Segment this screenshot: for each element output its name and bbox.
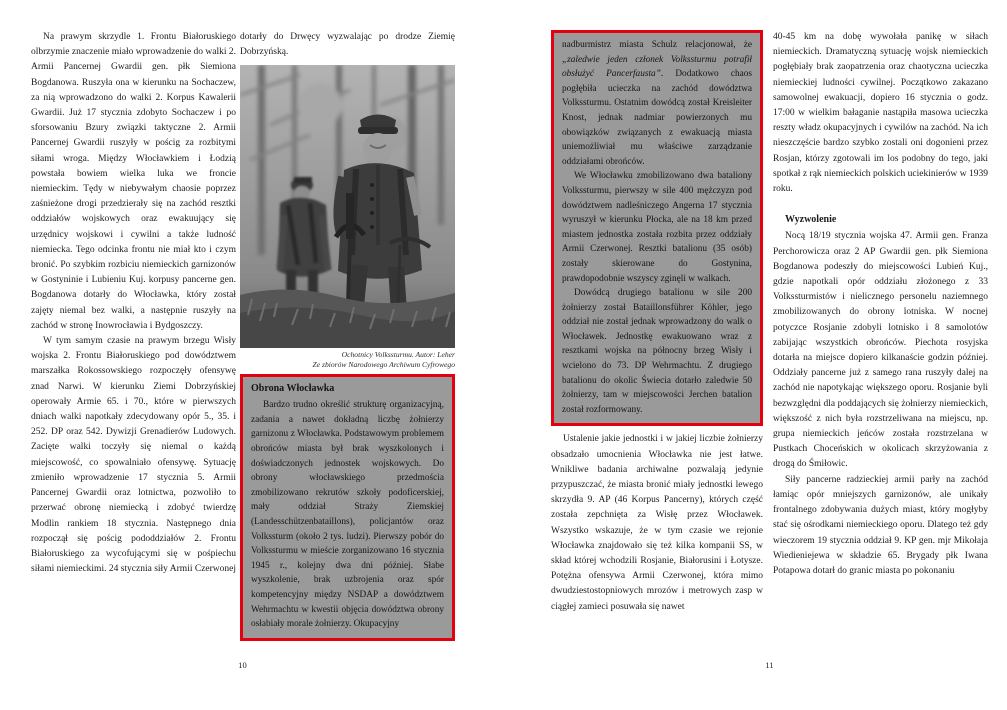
highlight-box-continuation <box>551 30 763 426</box>
highlight-box-paragraph <box>562 38 752 169</box>
highlight-box-paragraph: Dowódcą drugiego batalionu w sile 200 żołnierzy został Bataillonsführer Köhler, jego oddział nie został jednak wprowadzony do walk o Włocławek. Jednostkę ewakuowano wraz z resztkami wojska na północny brzeg Wisły i wcielono do 73. DP Wehrmachtu. Z drugiego batalionu do okolic Świecia dotarło zaledwie 50 żołnierzy, tam w miejscowości Jerchen batalion został rozformowany. <box>562 288 752 415</box>
photo-caption-line2: Ze zbiorów Narodowego Archiwum Cyfrowego <box>312 360 455 369</box>
page11-column-1 <box>551 30 763 615</box>
page11-column-2 <box>773 30 988 579</box>
volkssturm-photo <box>240 65 455 348</box>
highlight-box-paragraph: We Włocławku zmobilizowano dwa bataliony Volkssturmu, pierwszy w sile 400 mężczyzn pod dowództwem nadleśniczego Angerna 17 stycznia wyruszył w kierunku Płocka, ale na 18 km przed miastem jednostka została rozbita przez oddziały Armii Czerwonej. Resztki batalionu (35 osób) zostały skierowane do Gostynina, prawdopodobnie wszyscy zginęli w walkach. <box>562 171 752 284</box>
page10-column-1 <box>31 30 236 577</box>
photo-caption <box>240 350 455 369</box>
box-text-post: . Dodatkowo chaos pogłębiła ucieczka na zachód dowództwa Volkssturmu. Ostatnim dowódcą został Kreisleiter Knost, jednak nadmiar powierzonych mu obowiązków związanych z ewakuacją miasta uniemożliwiał mu właściwe zarządzanie oddziałami obrońców. <box>562 69 752 167</box>
section-heading-wyzwolenie: Wyzwolenie <box>785 214 837 226</box>
paragraph: Na prawym skrzydle 1. Frontu Białoruskiego olbrzymie znaczenie miało wprowadzenie do walki 2. Armii Pancernej Gwardii gen. płk Siemiona Bogdanowa. Ruszyła ona w kierunku na Sochaczew, za nią wprowadzono do walki 2. Korpus Kawalerii Gwardii. Już 17 stycznia zdobyto Sochaczew i po sforsowaniu Bzury związki taktyczne 2. Armii Pancernej Gwardii ruszyły w pościg za rozbitymi siłami wroga. Między Włocławkiem i Łodzią powstała bowiem wielka luka we froncie niemieckim. Tędy w niebywałym chaosie poprzez zaśnieżone drogi przedzierały się na zachód resztki oddziałów wojskowych oraz ewakuujący się urzędnicy wojskowi i cywilni a także ludność niemiecka. Tego odcinka frontu nie miał kto i czym bronić. Po szybkim rozbiciu niemieckich garnizonów w Gostyninie i Lubieniu Kuj. korpusy pancerne gen. Bogdanowa dotarły do Włocławka, który został zajęty niemal bez walki, a następnie ruszyły na zachód w stronę Inowrocławia i Bydgoszczy. <box>31 32 236 331</box>
paragraph: Nocą 18/19 stycznia wojska 47. Armii gen. Franza Perchorowicza oraz 2 AP Gwardii gen. płk Siemiona Bogdanowa podeszły do miejscowości Lubień Kuj., gdzie napotkali opór oddziału złożonego z 33 Volkssturmistów i nielicznego personelu naziemnego zmobilizowanych do obrony lotniska. W nocnej potyczce Rosjanie zdobyli lotnisko i 8 samolotów zabijając wszystkich obrońców. Piechota rosyjska dotarła na miejsce dopiero kilkanaście godzin później. Oddziały pancerne już z samego rana ruszyły dalej na zachód nie napotykając większego oporu. Rosjanie byli bezwzględni dla poddających się żołnierzy niemieckich, większość z nich była rozstrzeliwana na miejscu, np. grupa niemieckich jeńców została rozstrzelana w Pustkach Choceńskich w okolicach skrzyżowania z drogą do Śmiłowic. <box>773 231 988 470</box>
page-number-10: 10 <box>238 660 247 670</box>
highlight-box-obrona-wloclawka <box>240 374 455 641</box>
box-quote: „zaledwie jeden członek Volkssturmu potrafił obsłużyć Pancerfausta” <box>562 54 752 80</box>
paragraph: dotarły do Drwęcy wyzwalając po drodze Ziemię Dobrzyńską. <box>240 32 455 58</box>
paragraph: Ustalenie jakie jednostki i w jakiej liczbie żołnierzy obsadzało umocnienia Włocławka nie jest łatwe. Wnikliwe badania archiwalne pozwalają jedynie przypuszczać, że miasta bronić miały jednostki lewego skrzydła 9. AP (46 Korpus Pancerny), których część została zepchnięta za Wisłę przez Włocławek. Wszystko wskazuje, że w tym czasie we rejonie Włocławka znajdowało się też kilka kompanii SS, w skład której wchodzili Rosjanie, Białorusini i Łotysze. Potężna ofensywa Armii Czerwonej, która mimo dwudziestostopniowych mrozów i metrowych zasp w ciągłej zamieci posuwała się nawet <box>551 434 763 612</box>
paragraph: W tym samym czasie na prawym brzegu Wisły wojska 2. Frontu Białoruskiego pod dowództwem marszałka Rokossowskiego rozpoczęły ofensywę znad Narwi. W kierunku Ziemi Dobrzyńskiej operowały Armie 65. i 70., które w pierwszych dniach walki napotkały zdecydowany opór 5., 35. i 252. DP oraz 542. Dywizji Grenadierów Ludowych. Zacięte walki toczyły się niemal o każdą miejscowość, co spowalniało ofensywę. Sytuację zmieniło wprowadzenie 17 stycznia 5. Armii Pancernej Gwardii oraz lotnictwa, pozwoliło to przerwać obronę niemiecką i zdobyć twierdzę Modlin rankiem 18 stycznia. Następnego dnia rozpoczął się pościg pododdziałów 2. Frontu Białoruskiego za wycofującymi się w pośpiechu siłami niemieckimi. 24 stycznia siły Armii Czerwonej <box>31 336 237 575</box>
highlight-box-title: Obrona Włocławka <box>251 382 335 394</box>
page-number-11: 11 <box>765 660 774 670</box>
highlight-box-body: Bardzo trudno określić strukturę organizacyjną, zadania a nawet dokładną liczbę żołnierzy garnizonu z Włocławka. Podstawowym problemem obrońców miasta był brak wyszkolonych i doświadczonych jednostek wojskowych. Do obrony włocławskiego przedmościa zmobilizowano rekrutów szkoły podoficerskiej, mały oddział Straży Ziemskiej (Landesschützenbataillons), policjantów oraz Volkssturm (około 2 tys. ludzi). Pierwszy pobór do Volkssturmu w mieście zorganizowano 16 stycznia 1945 r., kolejny dwa dni później. Słabe wyszkolenie, brak uzbrojenia oraz spór kompetencyjny między NSDAP a dowództwem Wehrmachtu w kwestii objęcia dowództwa obrony osłabiały morale żołnierzy. Okupacyjny <box>251 400 444 630</box>
page10-column-2 <box>240 30 455 641</box>
paragraph: Siły pancerne radzieckiej armii parły na zachód łamiąc opór mniejszych garnizonów, ale unikały frontalnego zdobywania dużych miast, który mogłyby stać się ośrodkami niemieckiego oporu. Dlatego też gdy wieczorem 19 stycznia oddział 9. KP gen. mjr Mikołaja Wiedieniejewa w składzie 65. Brygady płk Iwana Potapowa dotarł do granic miasta po pokonaniu <box>773 474 988 576</box>
box-text-pre: nadburmistrz miasta Schulz relacjonował, że <box>562 40 752 50</box>
photo-caption-line1: Ochotnicy Volkssturmu. Autor: Leher <box>341 350 455 360</box>
paragraph: 40-45 km na dobę wywołała panikę w siłach niemieckich. Dramatyczną sytuację wojsk niemieckich pogłębiały brak zaopatrzenia oraz chaotyczna ucieczka niemieckiej ludności cywilnej. Początkowo zakazano samowolnej ewakuacji, dopiero 16 stycznia o godz. 17:00 w wielkim bałaganie nastąpiła masowa ucieczka reszty władz okupacyjnych i cywilów na zachód. Na ich nieszczęście bardzo szybko zostali oni dogonieni przez Rosjan, którzy zgotowali im los podobny do tego, jaki spotkał z rąk niemieckich polskich uciekinierów w 1939 roku. <box>773 32 988 195</box>
